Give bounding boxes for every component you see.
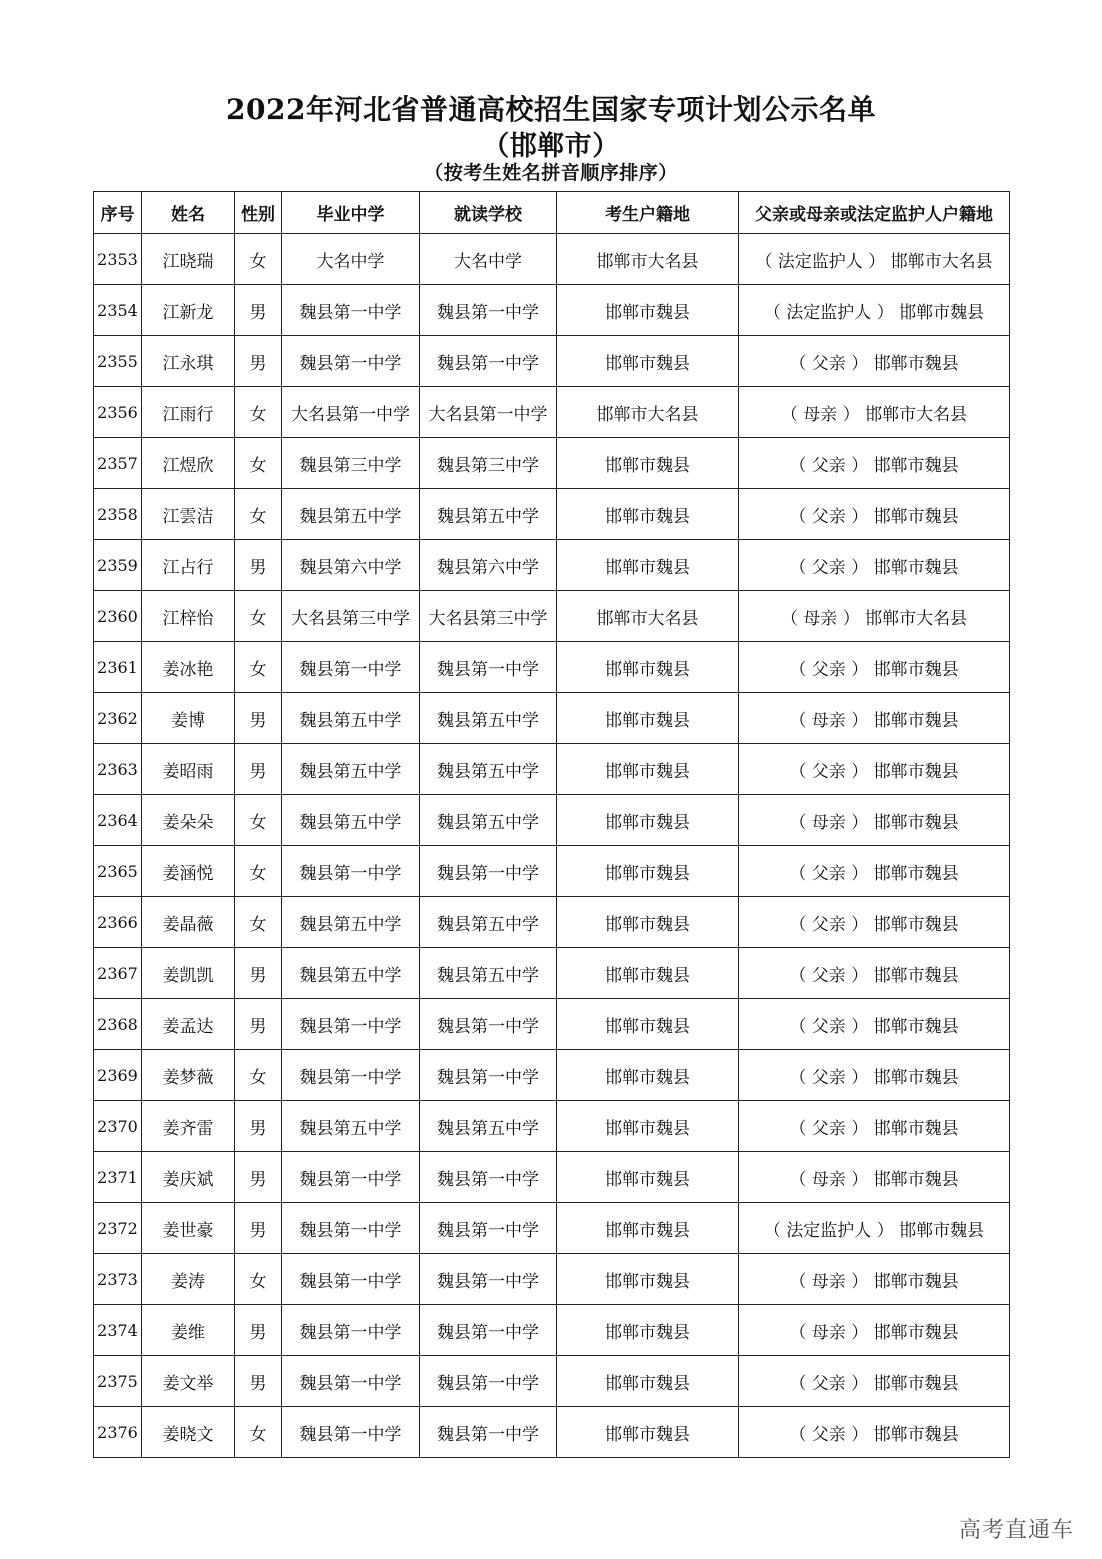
table-row [94, 387, 1010, 438]
cell-name: 姜世豪 [142, 1203, 235, 1254]
cell-guardian-residence: （ 父亲 ） 邯郸市魏县 [739, 897, 1010, 948]
cell-index: 2373 [94, 1254, 142, 1305]
cell-attending-school: 魏县第一中学 [420, 1152, 557, 1203]
cell-guardian-residence: （ 法定监护人 ） 邯郸市魏县 [739, 1203, 1010, 1254]
cell-student-residence: 邯郸市魏县 [557, 489, 739, 540]
cell-index: 2376 [94, 1407, 142, 1458]
cell-attending-school: 魏县第五中学 [420, 897, 557, 948]
cell-attending-school: 魏县第一中学 [420, 999, 557, 1050]
cell-index: 2357 [94, 438, 142, 489]
cell-index: 2366 [94, 897, 142, 948]
cell-name: 姜朵朵 [142, 795, 235, 846]
cell-student-residence: 邯郸市大名县 [557, 387, 739, 438]
cell-graduated-school: 魏县第五中学 [282, 744, 420, 795]
cell-gender: 男 [235, 693, 282, 744]
cell-name: 姜孟达 [142, 999, 235, 1050]
table-row [94, 438, 1010, 489]
cell-index: 2358 [94, 489, 142, 540]
cell-attending-school: 魏县第五中学 [420, 948, 557, 999]
cell-name: 姜昭雨 [142, 744, 235, 795]
cell-index: 2372 [94, 1203, 142, 1254]
cell-student-residence: 邯郸市魏县 [557, 693, 739, 744]
cell-gender: 男 [235, 1152, 282, 1203]
table-row [94, 1203, 1010, 1254]
cell-attending-school: 大名县第一中学 [420, 387, 557, 438]
cell-name: 江新龙 [142, 285, 235, 336]
cell-index: 2368 [94, 999, 142, 1050]
table-row [94, 1050, 1010, 1101]
cell-guardian-residence: （ 父亲 ） 邯郸市魏县 [739, 999, 1010, 1050]
cell-name: 江占行 [142, 540, 235, 591]
cell-name: 姜涵悦 [142, 846, 235, 897]
cell-index: 2354 [94, 285, 142, 336]
cell-index: 2361 [94, 642, 142, 693]
cell-attending-school: 魏县第一中学 [420, 642, 557, 693]
cell-gender: 女 [235, 438, 282, 489]
cell-guardian-residence: （ 父亲 ） 邯郸市魏县 [739, 744, 1010, 795]
cell-index: 2364 [94, 795, 142, 846]
cell-graduated-school: 魏县第一中学 [282, 1305, 420, 1356]
table-row [94, 897, 1010, 948]
cell-name: 姜晶薇 [142, 897, 235, 948]
cell-guardian-residence: （ 母亲 ） 邯郸市魏县 [739, 795, 1010, 846]
cell-student-residence: 邯郸市魏县 [557, 1356, 739, 1407]
document-subtitle: （邯郸市） [482, 131, 620, 162]
cell-name: 姜博 [142, 693, 235, 744]
cell-attending-school: 魏县第一中学 [420, 846, 557, 897]
table-row [94, 795, 1010, 846]
cell-student-residence: 邯郸市魏县 [557, 1152, 739, 1203]
table-header-row [94, 192, 1010, 234]
cell-attending-school: 魏县第一中学 [420, 1305, 557, 1356]
cell-gender: 男 [235, 1356, 282, 1407]
cell-gender: 女 [235, 387, 282, 438]
cell-graduated-school: 魏县第一中学 [282, 1254, 420, 1305]
watermark: 高考直通车 [958, 1518, 1074, 1543]
cell-guardian-residence: （ 母亲 ） 邯郸市魏县 [739, 693, 1010, 744]
column-header-attending-school: 就读学校 [420, 192, 557, 234]
table-row [94, 234, 1010, 285]
cell-index: 2369 [94, 1050, 142, 1101]
cell-gender: 男 [235, 948, 282, 999]
cell-guardian-residence: （ 母亲 ） 邯郸市魏县 [739, 1152, 1010, 1203]
table-row [94, 591, 1010, 642]
cell-index: 2360 [94, 591, 142, 642]
cell-student-residence: 邯郸市魏县 [557, 285, 739, 336]
column-header-index: 序号 [94, 192, 142, 234]
cell-graduated-school: 魏县第三中学 [282, 438, 420, 489]
cell-index: 2375 [94, 1356, 142, 1407]
cell-attending-school: 魏县第五中学 [420, 1101, 557, 1152]
cell-guardian-residence: （ 母亲 ） 邯郸市大名县 [739, 387, 1010, 438]
cell-graduated-school: 魏县第五中学 [282, 795, 420, 846]
cell-student-residence: 邯郸市魏县 [557, 1203, 739, 1254]
cell-name: 江晓瑞 [142, 234, 235, 285]
cell-index: 2374 [94, 1305, 142, 1356]
cell-gender: 男 [235, 336, 282, 387]
cell-gender: 男 [235, 285, 282, 336]
cell-graduated-school: 魏县第一中学 [282, 999, 420, 1050]
cell-attending-school: 魏县第五中学 [420, 795, 557, 846]
cell-name: 姜庆斌 [142, 1152, 235, 1203]
cell-graduated-school: 魏县第一中学 [282, 336, 420, 387]
cell-gender: 女 [235, 795, 282, 846]
cell-graduated-school: 魏县第一中学 [282, 1203, 420, 1254]
cell-gender: 男 [235, 1305, 282, 1356]
cell-index: 2363 [94, 744, 142, 795]
table-row [94, 693, 1010, 744]
cell-student-residence: 邯郸市魏县 [557, 1407, 739, 1458]
cell-graduated-school: 魏县第一中学 [282, 1152, 420, 1203]
cell-gender: 女 [235, 1050, 282, 1101]
table-row [94, 744, 1010, 795]
cell-name: 姜晓文 [142, 1407, 235, 1458]
cell-attending-school: 大名中学 [420, 234, 557, 285]
document-title: 2022年河北省普通高校招生国家专项计划公示名单 [226, 93, 876, 126]
cell-name: 江雲洁 [142, 489, 235, 540]
cell-graduated-school: 魏县第一中学 [282, 1356, 420, 1407]
cell-graduated-school: 魏县第五中学 [282, 489, 420, 540]
cell-guardian-residence: （ 父亲 ） 邯郸市魏县 [739, 1101, 1010, 1152]
cell-attending-school: 魏县第三中学 [420, 438, 557, 489]
cell-graduated-school: 魏县第一中学 [282, 1050, 420, 1101]
cell-graduated-school: 大名县第三中学 [282, 591, 420, 642]
cell-graduated-school: 魏县第五中学 [282, 693, 420, 744]
cell-index: 2367 [94, 948, 142, 999]
cell-student-residence: 邯郸市魏县 [557, 948, 739, 999]
column-header-gender: 性别 [235, 192, 282, 234]
table-body [94, 234, 1010, 1458]
cell-attending-school: 魏县第五中学 [420, 489, 557, 540]
table-row [94, 1254, 1010, 1305]
cell-graduated-school: 大名中学 [282, 234, 420, 285]
cell-graduated-school: 大名县第一中学 [282, 387, 420, 438]
cell-name: 姜梦薇 [142, 1050, 235, 1101]
table-row [94, 1356, 1010, 1407]
table-row [94, 540, 1010, 591]
column-header-guardian-residence: 父亲或母亲或法定监护人户籍地 [739, 192, 1010, 234]
cell-index: 2359 [94, 540, 142, 591]
column-header-student-residence: 考生户籍地 [557, 192, 739, 234]
cell-attending-school: 魏县第一中学 [420, 285, 557, 336]
cell-attending-school: 魏县第一中学 [420, 1407, 557, 1458]
cell-guardian-residence: （ 父亲 ） 邯郸市魏县 [739, 1407, 1010, 1458]
cell-graduated-school: 魏县第五中学 [282, 1101, 420, 1152]
cell-index: 2362 [94, 693, 142, 744]
cell-index: 2370 [94, 1101, 142, 1152]
cell-graduated-school: 魏县第一中学 [282, 285, 420, 336]
cell-guardian-residence: （ 父亲 ） 邯郸市魏县 [739, 489, 1010, 540]
cell-gender: 女 [235, 897, 282, 948]
cell-attending-school: 魏县第六中学 [420, 540, 557, 591]
cell-student-residence: 邯郸市魏县 [557, 897, 739, 948]
table-row [94, 642, 1010, 693]
table-row [94, 489, 1010, 540]
cell-attending-school: 魏县第一中学 [420, 336, 557, 387]
table-row [94, 1101, 1010, 1152]
roster-table [93, 191, 1010, 1458]
cell-gender: 女 [235, 1407, 282, 1458]
cell-student-residence: 邯郸市魏县 [557, 642, 739, 693]
cell-gender: 女 [235, 234, 282, 285]
cell-graduated-school: 魏县第一中学 [282, 1407, 420, 1458]
cell-guardian-residence: （ 母亲 ） 邯郸市大名县 [739, 591, 1010, 642]
cell-gender: 男 [235, 999, 282, 1050]
cell-attending-school: 魏县第一中学 [420, 1254, 557, 1305]
column-header-name: 姓名 [142, 192, 235, 234]
column-header-graduated-school: 毕业中学 [282, 192, 420, 234]
cell-student-residence: 邯郸市魏县 [557, 438, 739, 489]
cell-name: 姜维 [142, 1305, 235, 1356]
cell-gender: 男 [235, 744, 282, 795]
table-row [94, 948, 1010, 999]
cell-gender: 男 [235, 1203, 282, 1254]
cell-gender: 男 [235, 540, 282, 591]
cell-guardian-residence: （ 父亲 ） 邯郸市魏县 [739, 438, 1010, 489]
cell-guardian-residence: （ 父亲 ） 邯郸市魏县 [739, 642, 1010, 693]
cell-guardian-residence: （ 母亲 ） 邯郸市魏县 [739, 1254, 1010, 1305]
cell-name: 江雨行 [142, 387, 235, 438]
cell-index: 2356 [94, 387, 142, 438]
cell-attending-school: 大名县第三中学 [420, 591, 557, 642]
table-row [94, 336, 1010, 387]
cell-guardian-residence: （ 父亲 ） 邯郸市魏县 [739, 948, 1010, 999]
cell-name: 姜冰艳 [142, 642, 235, 693]
cell-attending-school: 魏县第五中学 [420, 693, 557, 744]
cell-student-residence: 邯郸市大名县 [557, 591, 739, 642]
table-row [94, 1305, 1010, 1356]
cell-student-residence: 邯郸市魏县 [557, 846, 739, 897]
cell-name: 姜文举 [142, 1356, 235, 1407]
cell-student-residence: 邯郸市魏县 [557, 795, 739, 846]
cell-name: 姜凯凯 [142, 948, 235, 999]
cell-name: 江煜欣 [142, 438, 235, 489]
table-row [94, 1152, 1010, 1203]
cell-attending-school: 魏县第五中学 [420, 744, 557, 795]
cell-guardian-residence: （ 父亲 ） 邯郸市魏县 [739, 846, 1010, 897]
cell-graduated-school: 魏县第一中学 [282, 846, 420, 897]
cell-guardian-residence: （ 法定监护人 ） 邯郸市大名县 [739, 234, 1010, 285]
table-row [94, 1407, 1010, 1458]
cell-attending-school: 魏县第一中学 [420, 1050, 557, 1101]
cell-graduated-school: 魏县第一中学 [282, 642, 420, 693]
cell-gender: 男 [235, 1101, 282, 1152]
cell-guardian-residence: （ 父亲 ） 邯郸市魏县 [739, 336, 1010, 387]
cell-graduated-school: 魏县第六中学 [282, 540, 420, 591]
table-row [94, 285, 1010, 336]
sort-note: （按考生姓名拼音顺序排序） [424, 162, 678, 184]
cell-guardian-residence: （ 母亲 ） 邯郸市魏县 [739, 1305, 1010, 1356]
cell-name: 江永琪 [142, 336, 235, 387]
cell-gender: 女 [235, 591, 282, 642]
cell-guardian-residence: （ 法定监护人 ） 邯郸市魏县 [739, 285, 1010, 336]
cell-gender: 女 [235, 846, 282, 897]
cell-student-residence: 邯郸市魏县 [557, 336, 739, 387]
cell-student-residence: 邯郸市魏县 [557, 1305, 739, 1356]
cell-student-residence: 邯郸市魏县 [557, 1050, 739, 1101]
cell-student-residence: 邯郸市魏县 [557, 744, 739, 795]
cell-student-residence: 邯郸市大名县 [557, 234, 739, 285]
cell-student-residence: 邯郸市魏县 [557, 1101, 739, 1152]
cell-name: 姜齐雷 [142, 1101, 235, 1152]
cell-guardian-residence: （ 父亲 ） 邯郸市魏县 [739, 1050, 1010, 1101]
cell-gender: 女 [235, 642, 282, 693]
cell-attending-school: 魏县第一中学 [420, 1356, 557, 1407]
cell-student-residence: 邯郸市魏县 [557, 1254, 739, 1305]
cell-student-residence: 邯郸市魏县 [557, 999, 739, 1050]
cell-index: 2365 [94, 846, 142, 897]
cell-name: 江梓怡 [142, 591, 235, 642]
cell-graduated-school: 魏县第五中学 [282, 948, 420, 999]
cell-index: 2371 [94, 1152, 142, 1203]
cell-attending-school: 魏县第一中学 [420, 1203, 557, 1254]
cell-name: 姜涛 [142, 1254, 235, 1305]
cell-gender: 女 [235, 1254, 282, 1305]
table-row [94, 846, 1010, 897]
table-row [94, 999, 1010, 1050]
cell-gender: 女 [235, 489, 282, 540]
cell-index: 2355 [94, 336, 142, 387]
cell-guardian-residence: （ 父亲 ） 邯郸市魏县 [739, 540, 1010, 591]
cell-graduated-school: 魏县第五中学 [282, 897, 420, 948]
cell-guardian-residence: （ 父亲 ） 邯郸市魏县 [739, 1356, 1010, 1407]
cell-student-residence: 邯郸市魏县 [557, 540, 739, 591]
cell-index: 2353 [94, 234, 142, 285]
